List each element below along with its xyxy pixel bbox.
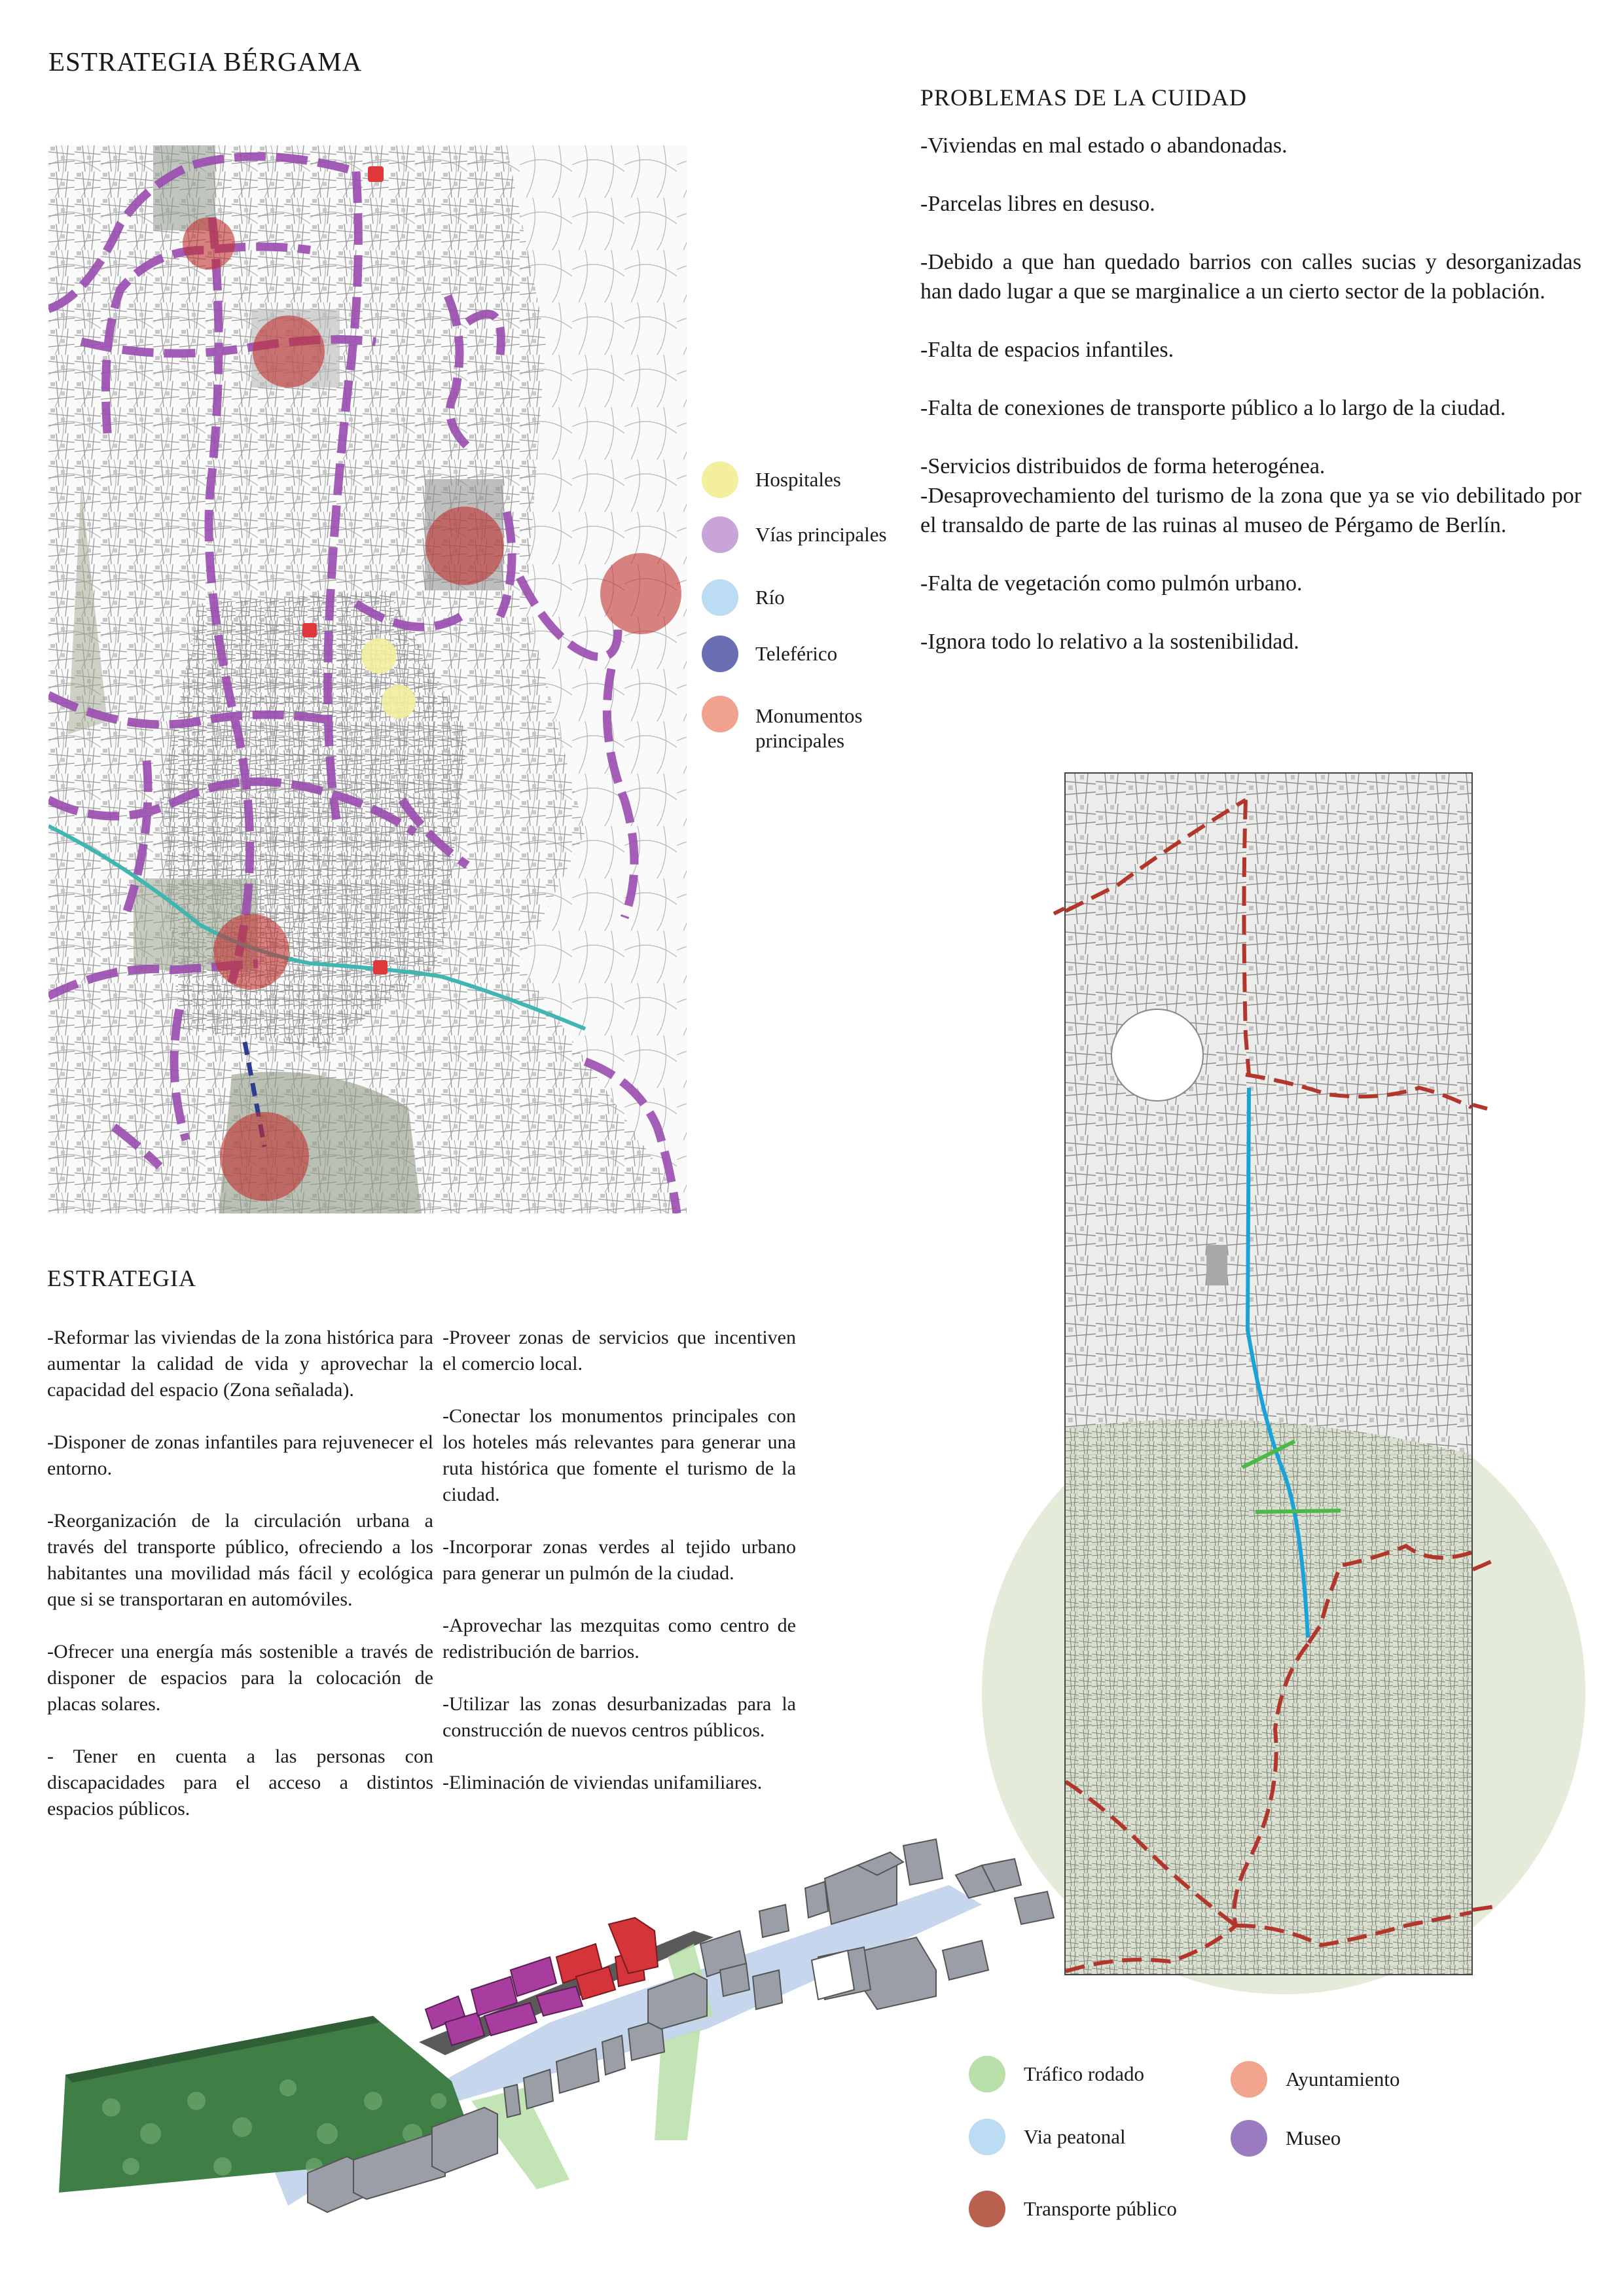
problem-item: -Debido a que han quedado barrios con calles sucias y desorganizadas han dado lugar a que se marginalice a un cierto sector de la población. xyxy=(920,250,1581,304)
strategy-heading: ESTRATEGIA xyxy=(47,1265,196,1291)
legend-swatch-vias xyxy=(702,516,738,553)
legend-label: Via peatonal xyxy=(1024,2125,1126,2148)
legend-swatch-monumentos xyxy=(702,696,738,732)
legend-label: Ayuntamiento xyxy=(1286,2068,1400,2090)
legend-teleferico xyxy=(702,636,837,672)
strategy-item: -Disponer de zonas infantiles para rejuvenecer el entorno. xyxy=(47,1431,433,1479)
problem-item: -Parcelas libres en desuso. xyxy=(920,192,1155,216)
problem-item: -Falta de conexiones de transporte público a lo largo de la ciudad. xyxy=(920,396,1506,420)
legend-monumentos xyxy=(702,704,863,753)
strategy-item: -Eliminación de viviendas unifamiliares. xyxy=(442,1772,763,1793)
problems-list xyxy=(920,131,1581,656)
detail-map xyxy=(1064,772,1473,1975)
legend-via-peatonal xyxy=(969,2119,1126,2155)
legend-label: Teleférico xyxy=(755,642,838,665)
legend-label: Vías principales xyxy=(755,523,887,546)
legend-label: Hospitales xyxy=(755,468,841,491)
strategy-item: -Proveer zonas de servicios que incentiven el comercio local. xyxy=(442,1327,796,1374)
strategy-column-2 xyxy=(442,1325,796,1822)
legend-rio xyxy=(702,579,785,616)
problem-item: -Falta de espacios infantiles. xyxy=(920,338,1174,362)
legend-vias-principales xyxy=(702,516,924,553)
problem-item: -Falta de vegetación como pulmón urbano. xyxy=(920,571,1303,596)
strategy-item: -Ofrecer una energía más sostenible a través de disponer de espacios para la colocación de placas solares. xyxy=(47,1641,433,1715)
strategy-item: -Reorganización de la circulación urbana a través del transporte público, ofreciendo a los habitantes una movilidad más fácil y ecológica que si se transportaran en automóviles. xyxy=(47,1510,433,1610)
legend-museo xyxy=(1231,2120,1341,2157)
legend-swatch-peatonal xyxy=(969,2119,1005,2155)
detail-map-drawing xyxy=(1066,774,1471,1974)
legend-label: Tráfico rodado xyxy=(1024,2062,1144,2085)
legend-label: Transporte público xyxy=(1024,2197,1177,2220)
problem-item: -Desaprovechamiento del turismo de la zona que ya se vio debilitado por el transaldo de parte de las ruinas al museo de Pérgamo de Berlín. xyxy=(920,484,1581,537)
city-map-drawing xyxy=(48,145,687,1213)
legend-swatch-transporte xyxy=(969,2191,1005,2227)
axonometric-drawing xyxy=(52,1826,1067,2219)
strategy-item: -Reformar las viviendas de la zona histórica para aumentar la calidad de vida y aprovechar la capacidad del espacio (Zona señalada). xyxy=(47,1327,433,1401)
legend-hospitales xyxy=(702,461,841,498)
legend-swatch-hospitales xyxy=(702,461,738,498)
strategy-item: -Utilizar las zonas desurbanizadas para la construcción de nuevos centros públicos. xyxy=(442,1693,796,1741)
legend-transporte-publico xyxy=(969,2191,1177,2227)
page-title: ESTRATEGIA BÉRGAMA xyxy=(48,46,363,77)
legend-swatch-museo xyxy=(1231,2120,1267,2157)
strategy-item: -Incorporar zonas verdes al tejido urbano para generar un pulmón de la ciudad. xyxy=(442,1536,796,1584)
problem-item: -Viviendas en mal estado o abandonadas. xyxy=(920,134,1288,158)
strategy-item: - Tener en cuenta a las personas con discapacidades para el acceso a distintos espacios públicos. xyxy=(47,1746,433,1820)
legend-label: Monumentos principales xyxy=(755,704,863,752)
problem-item: -Servicios distribuidos de forma heterogénea. xyxy=(920,454,1326,478)
legend-swatch-trafico xyxy=(969,2056,1005,2092)
legend-swatch-teleferico xyxy=(702,636,738,672)
legend-ayuntamiento xyxy=(1231,2061,1400,2098)
problems-section xyxy=(920,84,1581,685)
strategy-column-1 xyxy=(47,1325,433,1848)
legend-label: Río xyxy=(755,586,785,609)
axonometric-view xyxy=(52,1826,1067,2219)
problem-item: -Ignora todo lo relativo a la sostenibilidad. xyxy=(920,630,1299,654)
legend-trafico-rodado xyxy=(969,2056,1144,2092)
bottom-legend xyxy=(969,2052,1479,2248)
legend-label: Museo xyxy=(1286,2126,1341,2149)
strategy-item: -Conectar los monumentos principales con los hoteles más relevantes para generar una ruta histórica que fomente el turismo de la ciudad. xyxy=(442,1405,796,1505)
legend-swatch-rio xyxy=(702,579,738,616)
legend-swatch-ayuntamiento xyxy=(1231,2061,1267,2098)
strategy-item: -Aprovechar las mezquitas como centro de redistribución de barrios. xyxy=(442,1615,796,1662)
problems-heading: PROBLEMAS DE LA CUIDAD xyxy=(920,84,1248,111)
city-map xyxy=(48,145,687,1213)
